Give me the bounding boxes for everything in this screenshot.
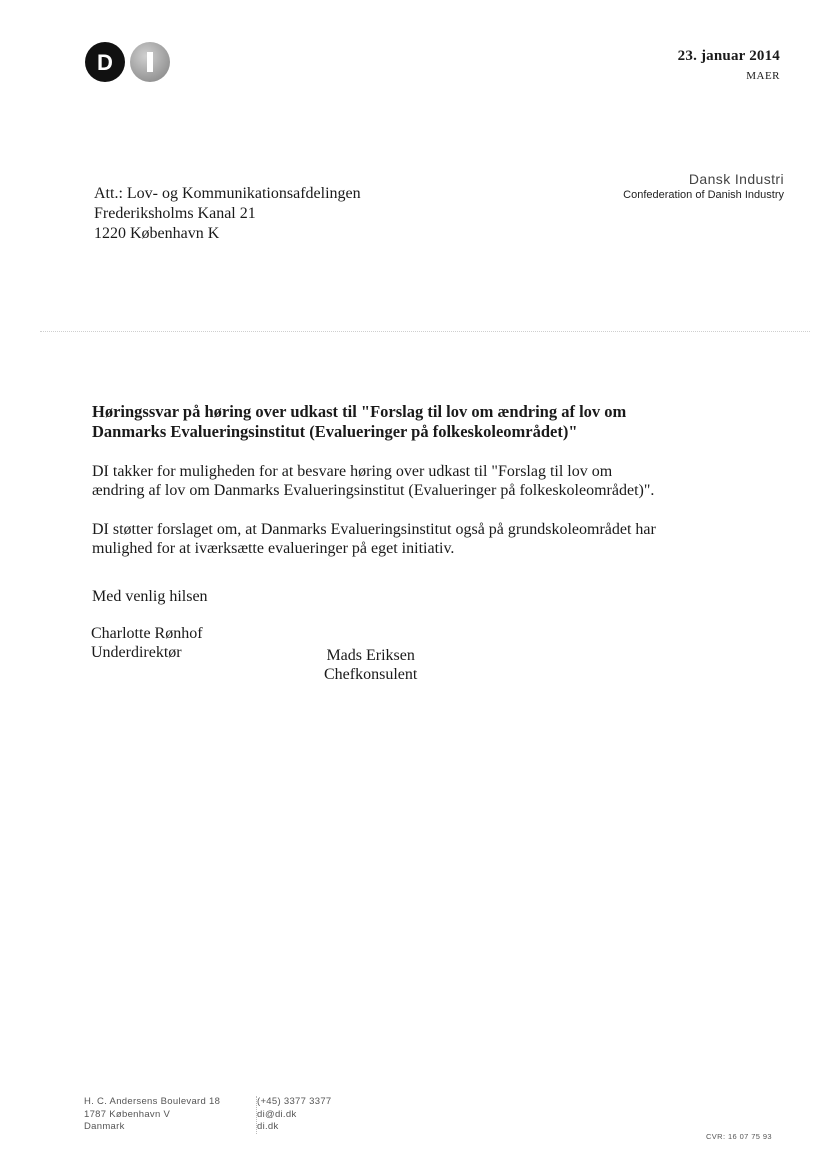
footer-cvr: CVR: 16 07 75 93 bbox=[705, 1132, 772, 1141]
recipient-address bbox=[94, 184, 361, 244]
subject-line: Høringssvar på høring over udkast til "Forslag til lov om ændring af lov om bbox=[92, 402, 627, 421]
divider bbox=[40, 331, 810, 332]
footer-contact bbox=[256, 1096, 332, 1134]
paragraph-line: DI takker for muligheden for at besvare høring over udkast til "Forslag til lov om bbox=[92, 463, 613, 480]
paragraph-2 bbox=[92, 520, 702, 558]
paragraph-line: ændring af lov om Danmarks Evalueringsinstitut (Evalueringer på folkeskoleområdet)". bbox=[92, 482, 655, 499]
footer-line: Danmark bbox=[84, 1121, 125, 1132]
subject-line: Danmarks Evalueringsinstitut (Evalueringer på folkeskoleområdet)" bbox=[92, 422, 578, 441]
recipient-line: 1220 København K bbox=[94, 225, 220, 242]
recipient-line: Att.: Lov- og Kommunikationsafdelingen bbox=[94, 185, 361, 202]
footer-phone: (+45) 3377 3377 bbox=[257, 1096, 332, 1107]
letter-date: 23. januar 2014 bbox=[677, 48, 780, 64]
closing-salutation: Med venlig hilsen bbox=[92, 588, 208, 605]
recipient-line: Frederiksholms Kanal 21 bbox=[94, 205, 256, 222]
di-logo bbox=[84, 41, 172, 83]
paragraph-1 bbox=[92, 462, 702, 500]
signatory-title: Underdirektør bbox=[91, 644, 182, 661]
signature-block-1 bbox=[91, 624, 203, 662]
footer-email: di@di.dk bbox=[257, 1108, 297, 1120]
logo-letter-i-glyph bbox=[147, 52, 153, 72]
organization-name: Dansk Industri bbox=[688, 171, 784, 187]
paragraph-line: mulighed for at iværksætte evalueringer på eget initiativ. bbox=[92, 540, 455, 557]
signatory-name: Mads Eriksen bbox=[326, 647, 415, 664]
signatory-title: Chefkonsulent bbox=[324, 666, 418, 683]
signature-block-2 bbox=[324, 646, 417, 684]
footer-line: 1787 København V bbox=[84, 1108, 171, 1120]
organization-subtitle: Confederation of Danish Industry bbox=[623, 189, 784, 201]
footer-web: di.dk bbox=[257, 1121, 279, 1132]
di-logo-mark bbox=[84, 41, 172, 83]
paragraph-line: DI støtter forslaget om, at Danmarks Evalueringsinstitut også på grundskoleområdet har bbox=[92, 521, 656, 538]
footer-address bbox=[84, 1096, 220, 1134]
signatory-name: Charlotte Rønhof bbox=[91, 625, 203, 642]
letter-subject bbox=[92, 402, 712, 442]
author-initials: MAER bbox=[746, 70, 780, 82]
logo-letter-d: D bbox=[97, 50, 113, 75]
footer-line: H. C. Andersens Boulevard 18 bbox=[84, 1096, 221, 1107]
